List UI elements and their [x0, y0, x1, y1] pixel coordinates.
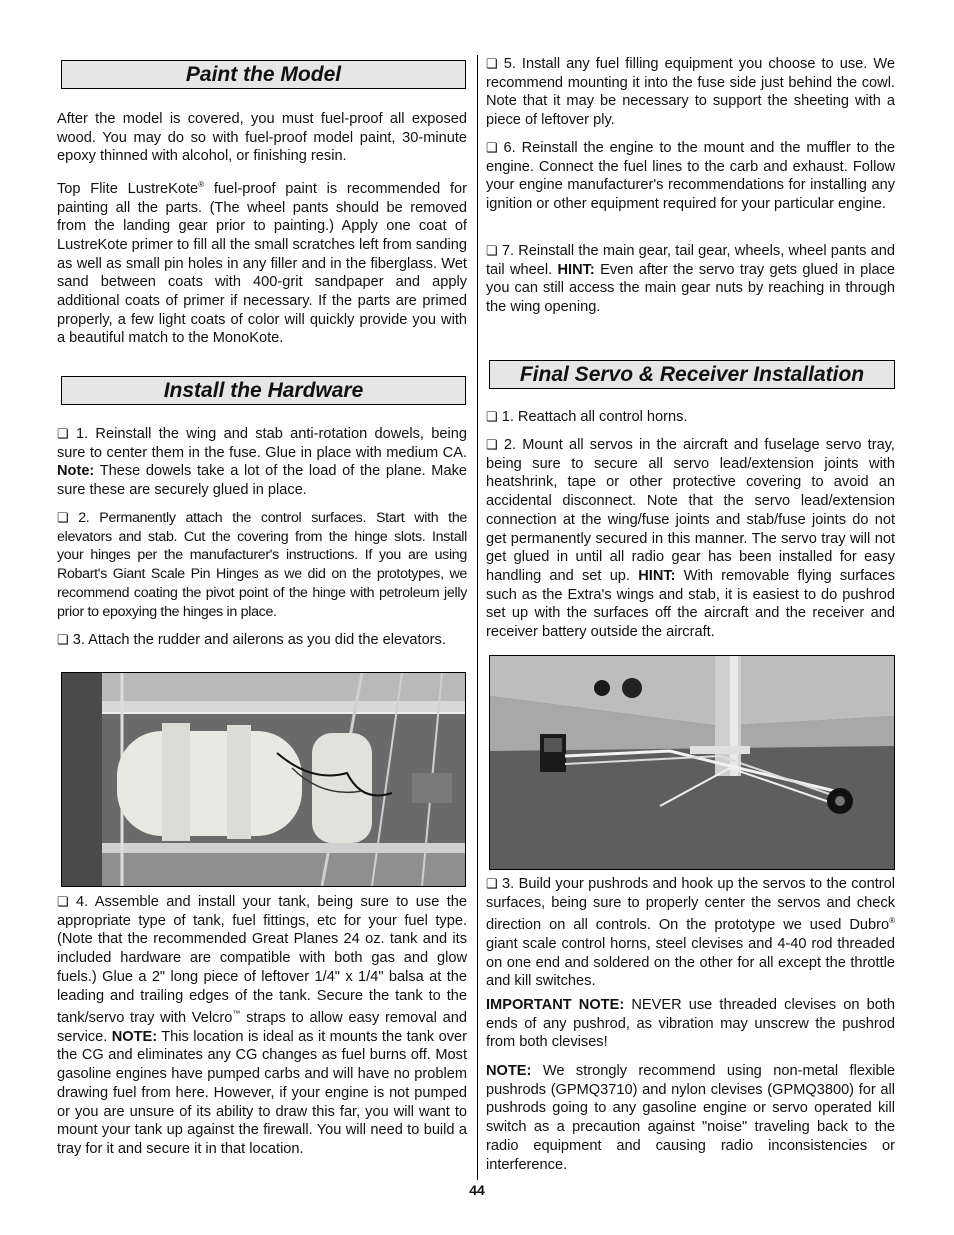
note-label: Note:: [57, 463, 95, 480]
step-hardware-3: [57, 631, 467, 650]
checkbox-icon[interactable]: ❏: [486, 409, 498, 424]
trademark-mark: ™: [232, 1009, 241, 1019]
photo-fuel-tank-installed: [61, 672, 466, 887]
step-hardware-6: [486, 139, 895, 214]
text: giant scale control horns, steel clevises and 4-40 rod threaded on one end and soldered on the other for all except the throttle and kill switches.: [486, 935, 895, 990]
heading-text: Install the Hardware: [163, 379, 364, 402]
step-hardware-4: [57, 893, 467, 1159]
checkbox-icon[interactable]: ❏: [57, 632, 69, 647]
text: With removable flying surfaces such as the Extra's wings and stab, it is easiest to do pushrod set up with the surfaces off the aircraft and the receiver and receiver battery outside the aircraft.: [486, 567, 895, 641]
checkbox-icon[interactable]: ❏: [57, 894, 69, 909]
text: 4. Assemble and install your tank, being sure to use the appropriate type of tank, fuel fittings, etc for your fuel type. (Note that the recommended Great Planes 24 oz. tank and its included hardware are compatible with both gas and glow fuels.) Glue a 2" long piece of leftover 1/4" x 1/4" balsa at the leading and trailing edges of the tank. Secure the tank to the tank/servo tray with Velcro: [57, 894, 467, 1027]
text: Even after the servo tray gets glued in place you can still access the main gear nuts by reaching in through the wing opening.: [486, 261, 896, 316]
note-pushrods: [486, 1062, 895, 1174]
checkbox-icon[interactable]: ❏: [486, 56, 498, 71]
paragraph-lustrekote: [57, 176, 467, 348]
step-servo-2: [486, 436, 895, 642]
fuel-tank-illustration: [62, 673, 465, 886]
step-hardware-7: [486, 242, 895, 317]
checkbox-icon[interactable]: ❏: [57, 510, 69, 525]
heading-install-the-hardware: [61, 376, 466, 405]
text: We strongly recommend using non-metal flexible pushrods (GPMQ3710) and nylon clevises (GPMQ3800) for all pushrods going to any gasoline engine or servo operated kill switch as a precaution against "noise" traveling back to the radio equipment and causing radio inconsistencies or interference.: [486, 1063, 895, 1173]
heading-text: Paint the Model: [185, 63, 342, 86]
text: fuel-proof paint is recommended for painting all the parts. (The wheel pants should be removed from the landing gear prior to painting.) Apply one coat of LustreKote primer to fill all the small scratches left from sanding as well as small pin holes in any filler and in the fiberglass. Wet sand between coats with 400-grit sandpaper and apply additional coats of primer if necessary. If the parts are primed properly, a few light coats of color will quickly provide you with a beautiful match to the MonoKote.: [57, 180, 467, 347]
step-hardware-5: [486, 55, 895, 130]
step-hardware-2: [57, 509, 467, 621]
text: 3. Build your pushrods and hook up the servos to the control surfaces, being sure to properly center the servos and check direction on all controls. On the prototype we used Dubro: [486, 876, 895, 934]
heading-text: Final Servo & Receiver Installation: [519, 363, 865, 386]
text: 5. Install any fuel filling equipment you choose to use. We recommend mounting it into the fuse side just behind the cowl. Note that it may be necessary to support the sheeting with a piece of leftover ply.: [486, 56, 895, 129]
note-label: NOTE:: [486, 1063, 532, 1079]
text: 7. Reinstall the main gear, tail gear, wheels, wheel pants and tail wheel.: [486, 243, 895, 278]
text: This location is ideal as it mounts the tank over the CG and eliminates any CG changes as fuel burns off. Most gasoline engines have pumped carbs and will have no problem drawing fuel from here. However, if your engine is not pumped or you are unsure of its ability to draw this far, you will want to mount your tank up against the firewall. You will need to build a tray for it and secure it in that location.: [57, 1028, 468, 1157]
step-servo-1: [486, 408, 895, 427]
text: 1. Reattach all control horns.: [497, 409, 688, 425]
hint-label: HINT:: [638, 567, 676, 584]
checkbox-icon[interactable]: ❏: [486, 876, 498, 891]
step-servo-3: [486, 875, 895, 991]
heading-paint-the-model: [61, 60, 466, 89]
page-number: 44: [469, 1182, 485, 1198]
text: 1. Reinstall the wing and stab anti-rotation dowels, being sure to center them in the fuse. Glue in place with medium CA.: [57, 426, 467, 461]
heading-final-servo-receiver: [489, 360, 895, 389]
text: 6. Reinstall the engine to the mount and the muffler to the engine. Connect the fuel lines to the carb and exhaust. Follow your engine manufacturer's recommendations for installing any ignition or other equipment required for your particular engine.: [486, 140, 895, 213]
paragraph-paint-intro: After the model is covered, you must fuel-proof all exposed wood. You may do so with fuel-proof model paint, 30-minute epoxy thinned with alcohol, or finishing resin.: [57, 111, 467, 165]
text: straps to allow easy removal and service.: [57, 1010, 467, 1045]
text: Top Flite LustreKote: [57, 180, 199, 197]
text: NEVER use threaded clevises on both ends of any pushrod, as vibration may unscrew the pushrod from both clevises!: [486, 997, 895, 1051]
important-note: [486, 996, 895, 1052]
step-hardware-1: [57, 425, 467, 500]
checkbox-icon[interactable]: ❏: [486, 243, 498, 258]
column-divider: [477, 55, 478, 1180]
registered-mark: ®: [198, 180, 205, 189]
checkbox-icon[interactable]: ❏: [57, 426, 69, 441]
photo-servo-pushrod: [489, 655, 895, 870]
registered-mark: ®: [889, 916, 895, 926]
hint-label: HINT:: [557, 261, 595, 278]
important-note-label: IMPORTANT NOTE:: [486, 997, 625, 1013]
checkbox-icon[interactable]: ❏: [486, 140, 498, 155]
text: 2. Mount all servos in the aircraft and fuselage servo tray, being sure to secure all servo lead/extension joints with heatshrink, tape or other protective covering to avoid an accidental disconnect. Note that the servo lead/extension connection at the wing/fuse joints and stab/fuse joints do not get permanently secured in this manner. The servo tray will not get glued in until all radio gear has been installed for easy handling and set up.: [486, 437, 895, 584]
servo-pushrod-illustration: [490, 656, 894, 869]
checkbox-icon[interactable]: ❏: [486, 437, 498, 452]
text: These dowels take a lot of the load of the plane. Make sure these are securely glued in place.: [57, 463, 467, 499]
note-label: NOTE:: [111, 1028, 158, 1045]
text: 2. Permanently attach the control surfaces. Start with the elevators and stab. Cut the covering from the hinge slots. Install your hinges per the manufacturer's instructions. If you are using Robart's Giant Scale Pin Hinges as we did on the prototypes, we recommend coating the pivot point of the hinge with petroleum jelly prior to epoxying the hinges in place.: [57, 510, 467, 620]
text: 3. Attach the rudder and ailerons as you did the elevators.: [68, 632, 446, 648]
